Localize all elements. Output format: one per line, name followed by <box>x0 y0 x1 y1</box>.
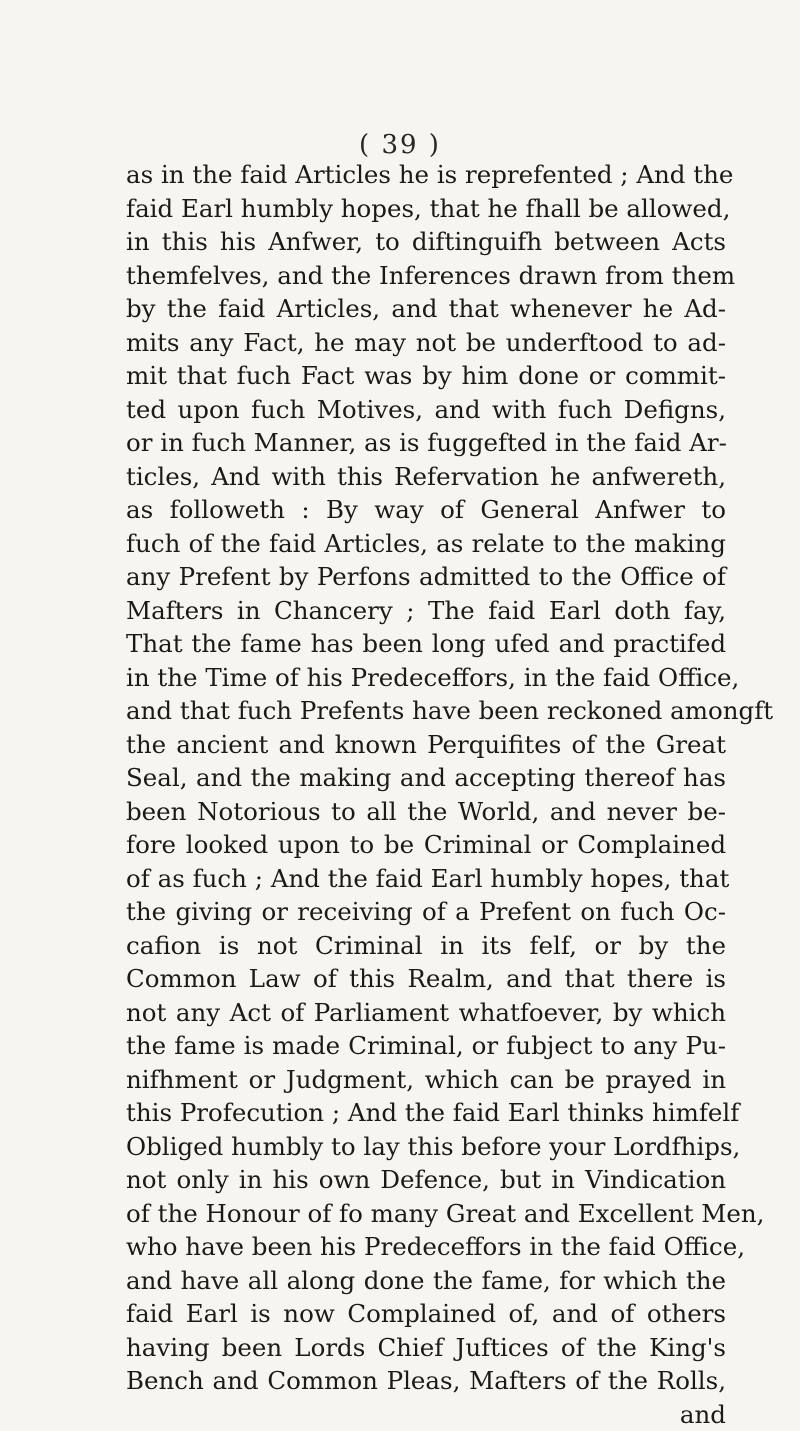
text-line: of the Honour of fo many Great and Excellent Men, <box>126 1197 726 1231</box>
text-line: faid Earl humbly hopes, that he fhall be allowed, <box>126 192 726 226</box>
text-line: ted upon fuch Motives, and with fuch Defigns, <box>126 393 726 427</box>
text-line: fore looked upon to be Criminal or Complained <box>126 828 726 862</box>
text-line: this Profecution ; And the faid Earl thinks himfelf <box>126 1096 726 1130</box>
text-line: in this his Anfwer, to diftinguifh between Acts <box>126 225 726 259</box>
text-line: the ancient and known Perquifites of the Great <box>126 728 726 762</box>
text-line: That the fame has been long ufed and practifed <box>126 627 726 661</box>
text-line: the fame is made Criminal, or fubject to any Pu- <box>126 1029 726 1063</box>
text-line: and that fuch Prefents have been reckoned amongft <box>126 694 726 728</box>
text-line: Bench and Common Pleas, Mafters of the Rolls, <box>126 1364 726 1398</box>
text-line: or in fuch Manner, as is fuggefted in the faid Ar- <box>126 426 726 460</box>
text-line: themfelves, and the Inferences drawn from them <box>126 259 726 293</box>
text-line: been Notorious to all the World, and never be- <box>126 795 726 829</box>
text-line: nifhment or Judgment, which can be prayed in <box>126 1063 726 1097</box>
text-line: as in the faid Articles he is reprefented ; And the <box>126 158 726 192</box>
text-line: Seal, and the making and accepting thereof has <box>126 761 726 795</box>
text-line: cafion is not Criminal in its felf, or by the <box>126 929 726 963</box>
text-line: ticles, And with this Refervation he anfwereth, <box>126 460 726 494</box>
text-line: Mafters in Chancery ; The faid Earl doth fay, <box>126 594 726 628</box>
text-line: not any Act of Parliament whatfoever, by which <box>126 996 726 1030</box>
text-line: fuch of the faid Articles, as relate to the making <box>126 527 726 561</box>
text-line: any Prefent by Perfons admitted to the Office of <box>126 560 726 594</box>
catchword: and <box>126 1398 726 1431</box>
text-line: not only in his own Defence, but in Vindication <box>126 1163 726 1197</box>
text-line: having been Lords Chief Juftices of the King's <box>126 1331 726 1365</box>
text-line: as followeth : By way of General Anfwer to <box>126 493 726 527</box>
body-text <box>126 158 726 1431</box>
text-line: who have been his Predeceffors in the faid Office, <box>126 1230 726 1264</box>
text-line: Common Law of this Realm, and that there is <box>126 962 726 996</box>
text-line: and have all along done the fame, for which the <box>126 1264 726 1298</box>
text-line: faid Earl is now Complained of, and of others <box>126 1297 726 1331</box>
text-line: the giving or receiving of a Prefent on fuch Oc- <box>126 895 726 929</box>
text-line: Obliged humbly to lay this before your Lordfhips, <box>126 1130 726 1164</box>
text-line: in the Time of his Predeceffors, in the faid Office, <box>126 661 726 695</box>
text-line: mit that fuch Fact was by him done or commit- <box>126 359 726 393</box>
text-line: mits any Fact, he may not be underftood to ad- <box>126 326 726 360</box>
text-line: by the faid Articles, and that whenever he Ad- <box>126 292 726 326</box>
text-line: of as fuch ; And the faid Earl humbly hopes, that <box>126 862 726 896</box>
page-number: ( 39 ) <box>0 130 800 160</box>
